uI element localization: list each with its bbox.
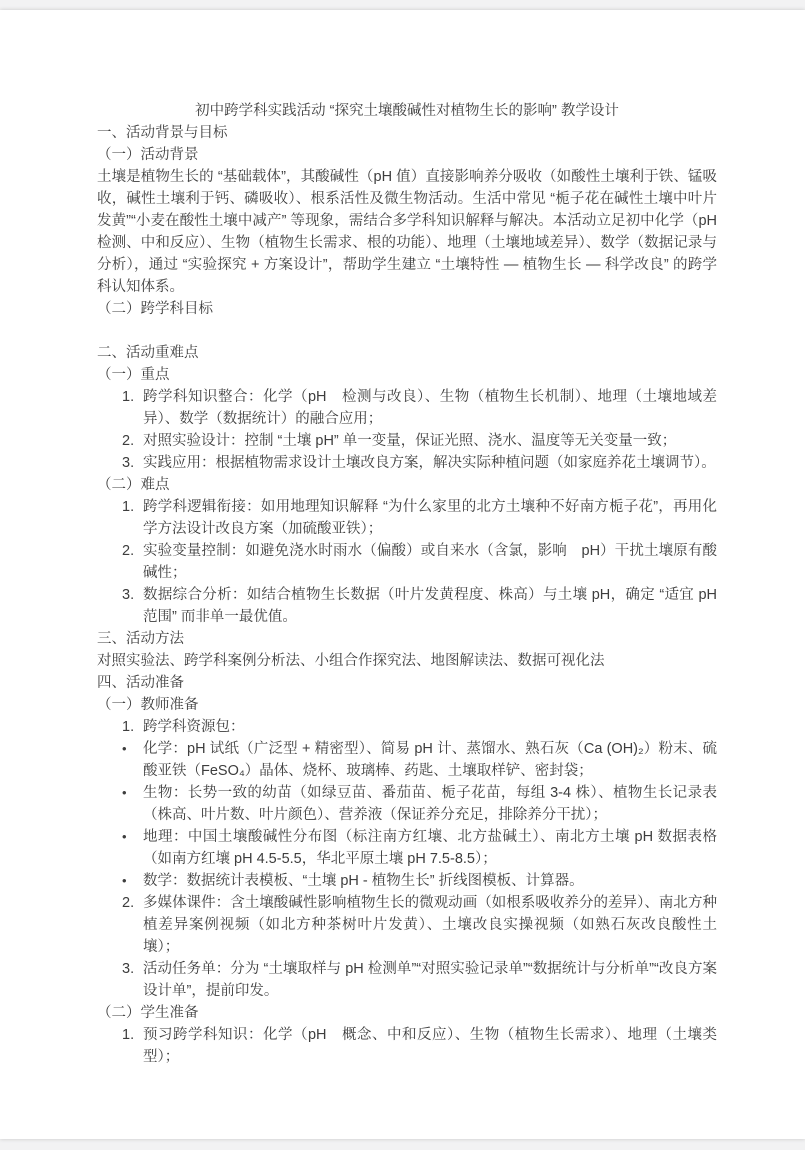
item-number: 1. xyxy=(122,389,135,405)
item-number: 1. xyxy=(122,1027,135,1043)
bullet-item xyxy=(97,826,717,870)
numbered-item xyxy=(97,430,717,452)
item-number: 2. xyxy=(122,895,135,911)
sub-heading: （一）重点 xyxy=(97,367,170,383)
sub-heading: （一）教师准备 xyxy=(97,697,199,713)
sub-heading: （二）学生准备 xyxy=(97,1005,199,1021)
item-number: 2. xyxy=(122,543,135,559)
paragraph: 土壤是植物生长的 “基础载体”，其酸碱性（pH 值）直接影响养分吸收（如酸性土壤利于铁、锰吸收，碱性土壤利于钙、磷吸收）、根系活性及微生物活动。生活中常见 “栀子花在碱性土壤中叶片发黄”“小麦在酸性土壤中减产” 等现象，需结合多学科知识解释与解决。本活动立足初中化学（pH 检测、中和反应）、生物（植物生长需求、根的功能）、地理（土壤地域差异）、数学（数据记录与分析），通过 “实验探究 + 方案设计”，帮助学生建立 “土壤特性 — 植物生长 — 科学改良” 的跨学科认知体系。 xyxy=(97,169,717,295)
document-page[interactable] xyxy=(0,10,805,1139)
item-number: 3. xyxy=(122,587,135,603)
document-body xyxy=(97,122,717,1068)
section-heading: 四、活动准备 xyxy=(97,675,184,691)
item-number: 3. xyxy=(122,961,135,977)
numbered-item xyxy=(97,892,717,958)
numbered-item xyxy=(97,584,717,628)
item-text: 地理：中国土壤酸碱性分布图（标注南方红壤、北方盐碱土）、南北方土壤 pH 数据表格（如南方红壤 pH 4.5-5.5，华北平原土壤 pH 7.5-8.5）； xyxy=(143,829,717,867)
sub-heading: （二）难点 xyxy=(97,477,170,493)
section-heading: 一、活动背景与目标 xyxy=(97,125,228,141)
numbered-item xyxy=(97,496,717,540)
item-text: 实践应用：根据植物需求设计土壤改良方案，解决实际种植问题（如家庭养花土壤调节）。 xyxy=(143,455,716,471)
bullet-icon: • xyxy=(122,741,127,756)
numbered-item xyxy=(97,386,717,430)
numbered-item xyxy=(97,540,717,584)
section-heading: 二、活动重难点 xyxy=(97,345,199,361)
bullet-icon: • xyxy=(122,829,127,844)
bullet-item xyxy=(97,738,717,782)
item-text: 生物：长势一致的幼苗（如绿豆苗、番茄苗、栀子花苗，每组 3-4 株）、植物生长记录表（株高、叶片数、叶片颜色）、营养液（保证养分充足，排除养分干扰）； xyxy=(143,785,717,823)
item-text: 实验变量控制：如避免浇水时雨水（偏酸）或自来水（含氯，影响 pH）干扰土壤原有酸碱性； xyxy=(143,543,717,581)
item-text: 数学：数据统计表模板、“土壤 pH - 植物生长” 折线图模板、计算器。 xyxy=(143,873,584,889)
paragraph: 对照实验法、跨学科案例分析法、小组合作探究法、地图解读法、数据可视化法 xyxy=(97,653,605,669)
blank-line xyxy=(97,320,717,342)
item-number: 1. xyxy=(122,719,135,735)
item-text: 跨学科知识整合：化学（pH 检测与改良）、生物（植物生长机制）、地理（土壤地域差异）、数学（数据统计）的融合应用； xyxy=(143,389,717,427)
bullet-icon: • xyxy=(122,785,127,800)
item-number: 2. xyxy=(122,433,135,449)
document-title: 初中跨学科实践活动 “探究土壤酸碱性对植物生长的影响” 教学设计 xyxy=(195,103,619,119)
item-text: 化学：pH 试纸（广泛型 + 精密型）、简易 pH 计、蒸馏水、熟石灰（Ca (OH)₂）粉末、硫酸亚铁（FeSO₄）晶体、烧杯、玻璃棒、药匙、土壤取样铲、密封袋； xyxy=(143,741,717,779)
bullet-item xyxy=(97,782,717,826)
item-text: 跨学科逻辑衔接：如用地理知识解释 “为什么家里的北方土壤种不好南方栀子花”，再用化学方法设计改良方案（加硫酸亚铁）； xyxy=(143,499,717,537)
numbered-item xyxy=(97,716,717,738)
item-text: 活动任务单：分为 “土壤取样与 pH 检测单”“对照实验记录单”“数据统计与分析单”“改良方案设计单”，提前印发。 xyxy=(143,961,717,999)
sub-heading: （一）活动背景 xyxy=(97,147,199,163)
item-number: 3. xyxy=(122,455,135,471)
numbered-item xyxy=(97,452,717,474)
bullet-icon: • xyxy=(122,873,127,888)
item-text: 预习跨学科知识：化学（pH 概念、中和反应）、生物（植物生长需求）、地理（土壤类型）； xyxy=(143,1027,717,1065)
section-heading: 三、活动方法 xyxy=(97,631,184,647)
sub-heading: （二）跨学科目标 xyxy=(97,301,213,317)
item-text: 跨学科资源包： xyxy=(143,719,245,735)
numbered-item xyxy=(97,958,717,1002)
item-number: 1. xyxy=(122,499,135,515)
bullet-item xyxy=(97,870,717,892)
item-text: 对照实验设计：控制 “土壤 pH” 单一变量，保证光照、浇水、温度等无关变量一致； xyxy=(143,433,677,449)
item-text: 多媒体课件：含土壤酸碱性影响植物生长的微观动画（如根系吸收养分的差异）、南北方种植差异案例视频（如北方种茶树叶片发黄）、土壤改良实操视频（如熟石灰改良酸性土壤）； xyxy=(143,895,717,955)
item-text: 数据综合分析：如结合植物生长数据（叶片发黄程度、株高）与土壤 pH，确定 “适宜 pH 范围” 而非单一最优值。 xyxy=(143,587,717,625)
numbered-item xyxy=(97,1024,717,1068)
